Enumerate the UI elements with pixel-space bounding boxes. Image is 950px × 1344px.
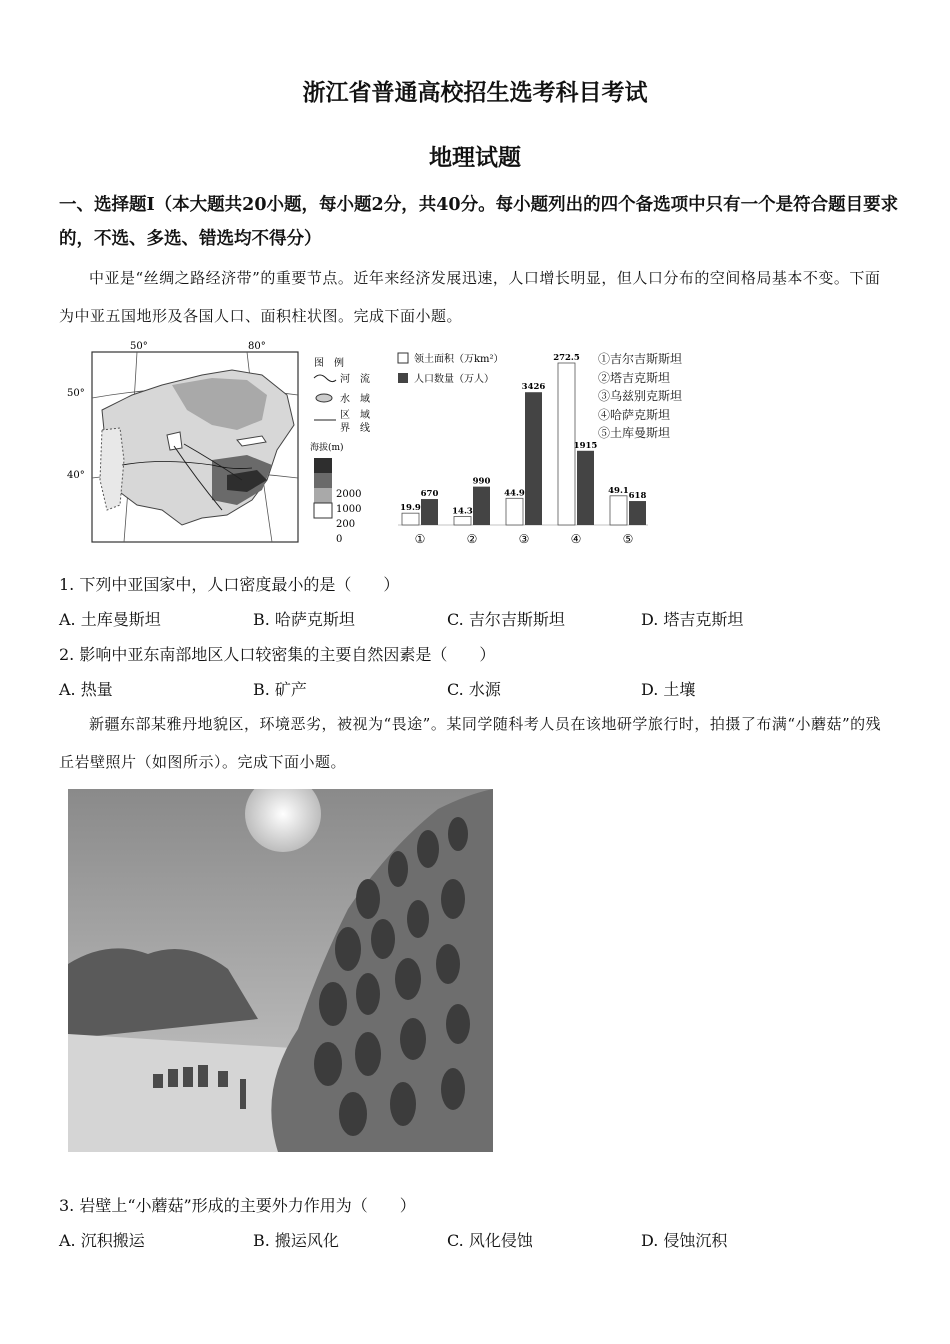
- q3-option-c[interactable]: C. 风化侵蚀: [447, 1231, 533, 1250]
- bar-pop-5: [629, 501, 646, 525]
- q3-option-d[interactable]: D. 侵蚀沉积: [641, 1231, 728, 1250]
- legend-boundary-2: 界 线: [340, 423, 370, 434]
- q1-option-a[interactable]: A. 土库曼斯坦: [59, 610, 161, 629]
- label-area-5: 49.1: [608, 485, 629, 496]
- category-label-1: ①: [414, 532, 426, 546]
- elev-tick-1000: 1000: [336, 504, 362, 515]
- country-key: [598, 350, 682, 443]
- bar-pop-2: [473, 487, 490, 525]
- q2-option-d[interactable]: D. 土壤: [641, 680, 696, 699]
- category-label-5: ⑤: [622, 532, 634, 546]
- label-pop-4: 1915: [573, 440, 598, 451]
- legend-area-label: 领土面积（万km²）: [414, 354, 504, 365]
- country-key-1: ①吉尔吉斯斯坦: [598, 352, 683, 366]
- q2-option-a[interactable]: A. 热量: [59, 680, 113, 699]
- lon-label-80: 80°: [248, 341, 266, 352]
- elev-swatch-2000: [314, 458, 332, 473]
- river-legend-icon: [314, 375, 336, 382]
- elevation-title: 海拔(m): [310, 443, 344, 453]
- legend-water: 水 域: [340, 394, 370, 405]
- bar-pop-3: [525, 392, 542, 525]
- bar-pop-1: [421, 499, 438, 525]
- elev-swatch-0: [314, 503, 332, 518]
- label-pop-1: 670: [420, 489, 439, 500]
- label-area-4: 272.5: [553, 353, 580, 363]
- question-1-stem: 1. 下列中亚国家中，人口密度最小的是（ ）: [59, 575, 400, 594]
- passage-central-asia: 中亚是“丝绸之路经济带”的重要节点。近年来经济发展迅速，人口增长明显，但人口分布的空间格局基本不变。下面为中亚五国地形及各国人口、面积柱状图。完成下面小题。: [59, 269, 881, 325]
- q2-option-c[interactable]: C. 水源: [447, 680, 501, 699]
- question-3-stem: 3. 岩壁上“小蘑菇”形成的主要外力作用为（ ）: [59, 1196, 416, 1215]
- legend-pop-swatch: [398, 373, 408, 383]
- country-key-5: ⑤土库曼斯坦: [598, 426, 671, 440]
- label-pop-3: 3426: [521, 382, 546, 393]
- bar-area-1: [402, 513, 419, 525]
- q1-option-c[interactable]: C. 吉尔吉斯斯坦: [447, 610, 565, 629]
- central-asia-terrain-map: [62, 340, 382, 550]
- exam-title: 浙江省普通高校招生选考科目考试: [302, 79, 648, 106]
- bar-area-4: [558, 363, 575, 525]
- lat-label-50: 50°: [67, 388, 85, 399]
- label-pop-5: 618: [628, 491, 647, 502]
- q3-option-a[interactable]: A. 沉积搬运: [59, 1231, 145, 1250]
- elev-tick-2000: 2000: [336, 489, 362, 500]
- legend-river: 河 流: [340, 374, 370, 385]
- yardang-cliff-photo: [68, 789, 493, 1152]
- question-2-stem: 2. 影响中亚东南部地区人口较密集的主要自然因素是（ ）: [59, 645, 496, 664]
- country-key-4: ④哈萨克斯坦: [598, 407, 671, 422]
- bar-area-2: [454, 516, 471, 525]
- lat-label-40: 40°: [67, 470, 85, 481]
- water-legend-icon: [316, 394, 332, 402]
- label-area-1: 19.9: [400, 503, 421, 514]
- label-area-2: 14.3: [452, 506, 473, 517]
- label-pop-2: 990: [472, 476, 491, 487]
- legend-title: 图 例: [314, 358, 344, 369]
- elev-tick-0: 0: [336, 534, 343, 545]
- section-heading: 一、选择题Ⅰ（本大题共20小题，每小题2分，共40分。每小题列出的四个备选项中只有一个是符合题目要求的，不选、多选、错选均不得分）: [59, 195, 899, 249]
- elev-tick-200: 200: [336, 519, 356, 530]
- subject-title: 地理试题: [429, 144, 521, 171]
- country-key-3: ③乌兹别克斯坦: [598, 389, 683, 403]
- legend-area-swatch: [398, 353, 408, 363]
- bar-area-3: [506, 498, 523, 525]
- legend-pop-label: 人口数量（万人）: [414, 374, 494, 385]
- elev-swatch-200: [314, 488, 332, 503]
- label-area-3: 44.9: [504, 488, 525, 499]
- category-label-3: ③: [518, 532, 530, 546]
- q1-option-d[interactable]: D. 塔吉克斯坦: [641, 610, 744, 629]
- bar-area-5: [610, 496, 627, 525]
- category-label-2: ②: [466, 532, 478, 546]
- q2-option-b[interactable]: B. 矿产: [253, 680, 307, 699]
- category-label-4: ④: [570, 532, 582, 546]
- person-figure: [240, 1079, 246, 1109]
- lon-label-50: 50°: [130, 341, 148, 352]
- country-key-2: ②塔吉克斯坦: [598, 370, 671, 385]
- legend-boundary-1: 区 域: [340, 410, 370, 421]
- q3-option-b[interactable]: B. 搬运风化: [253, 1231, 339, 1250]
- elev-swatch-1000: [314, 473, 332, 488]
- bar-pop-4: [577, 451, 594, 525]
- passage-yardang: 新疆东部某雅丹地貌区，环境恶劣，被视为“畏途”。某同学随科考人员在该地研学旅行时，拍摄了布满“小蘑菇”的残丘岩壁照片（如图所示）。完成下面小题。: [59, 715, 882, 771]
- q1-option-b[interactable]: B. 哈萨克斯坦: [253, 610, 355, 629]
